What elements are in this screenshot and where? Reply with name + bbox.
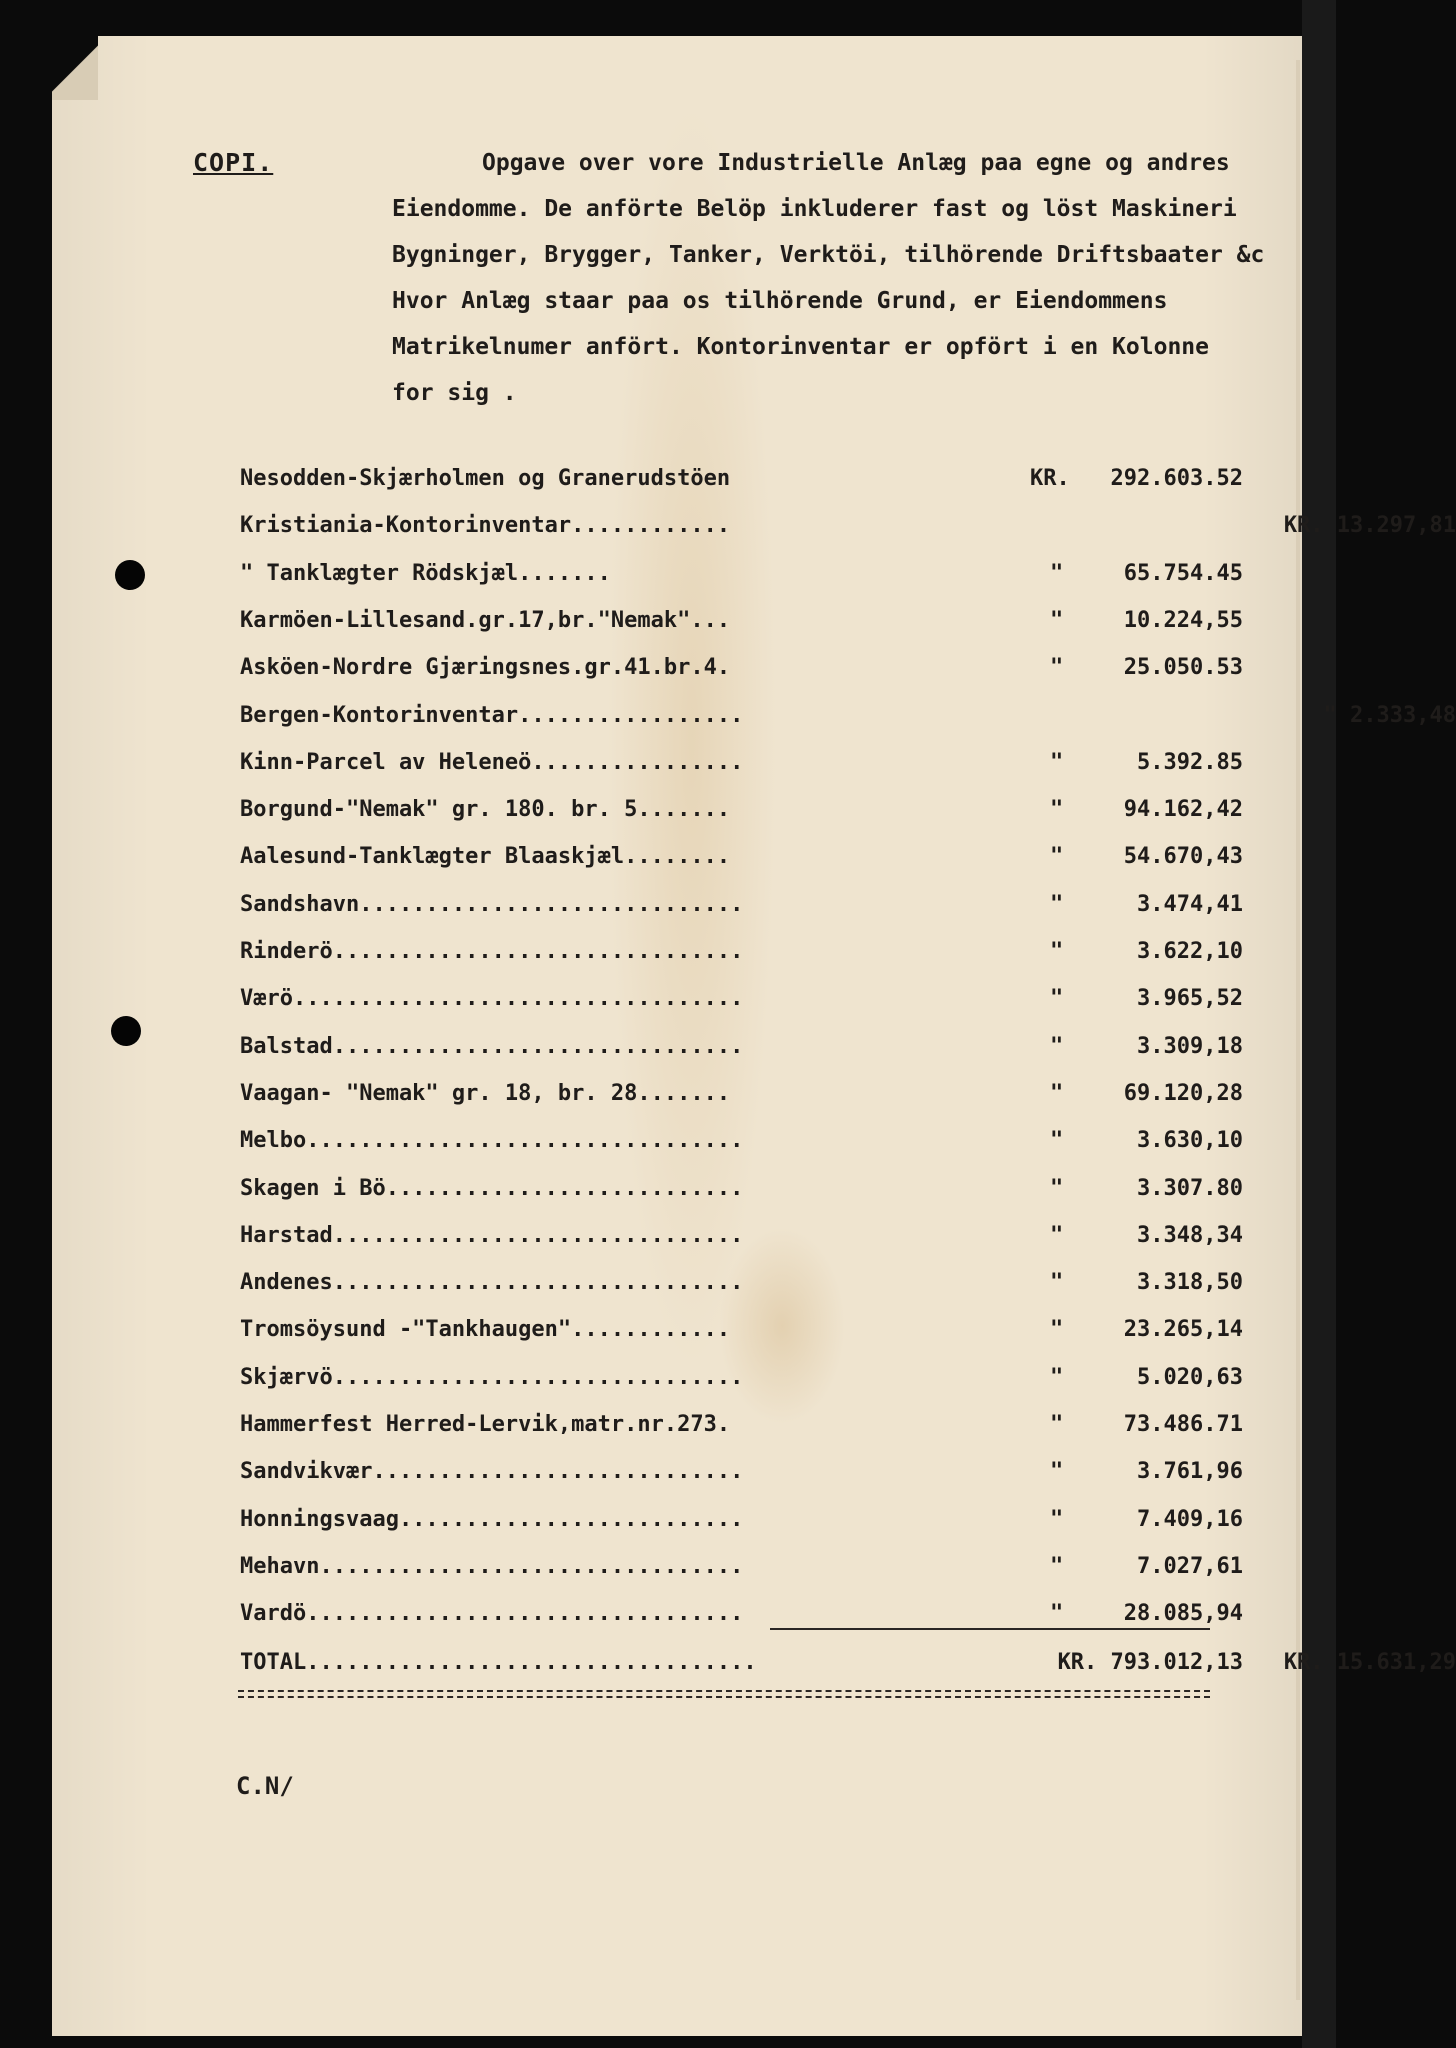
ditto-mark: "	[1050, 892, 1064, 917]
entry-name: Balstad...............................	[240, 1034, 744, 1059]
table-row	[240, 1365, 1243, 1405]
ditto-mark: "	[1050, 1034, 1064, 1059]
table-row	[240, 1554, 1243, 1594]
ditto-mark: "	[1050, 1507, 1064, 1532]
total-amount: KR. 793.012,13	[1057, 1650, 1243, 1675]
ditto-mark: "	[1050, 844, 1064, 869]
ditto-mark: "	[1050, 1365, 1064, 1390]
entry-name: Skjærvö...............................	[240, 1365, 744, 1390]
table-row	[240, 561, 1243, 601]
entry-name: Kinn-Parcel av Heleneö................	[240, 750, 744, 775]
scan-border	[1302, 0, 1336, 2048]
table-row	[240, 1081, 1243, 1121]
table-row	[240, 1270, 1243, 1310]
entry-name: Andenes...............................	[240, 1270, 744, 1295]
entry-amount: 10.224,55	[1123, 608, 1243, 633]
ditto-mark: "	[1050, 655, 1064, 680]
entry-amount: 292.603.52	[1110, 466, 1243, 491]
entry-name: Honningsvaag..........................	[240, 1507, 744, 1532]
table-row	[240, 750, 1243, 790]
ditto-mark: "	[1050, 608, 1064, 633]
table-row	[240, 892, 1243, 932]
office-amount: " 2.333,48	[1323, 703, 1456, 728]
ditto-mark: "	[1050, 1270, 1064, 1295]
ditto-mark: "	[1050, 939, 1064, 964]
entry-name: Skagen i Bö...........................	[240, 1176, 744, 1201]
entry-amount: 73.486.71	[1123, 1412, 1243, 1437]
table-row	[240, 939, 1243, 979]
table-row	[240, 1507, 1243, 1547]
entry-name: Bergen-Kontorinventar.................	[240, 703, 744, 728]
table-row	[240, 466, 1243, 506]
entry-amount: 3.318,50	[1137, 1270, 1243, 1295]
entry-amount: 25.050.53	[1123, 655, 1243, 680]
entry-name: Sandshavn.............................	[240, 892, 744, 917]
table-row	[240, 703, 1456, 743]
total-office-amount: KR. 15.631,29	[1283, 1650, 1456, 1675]
entry-amount: 7.409,16	[1137, 1507, 1243, 1532]
total-label: TOTAL..................................	[240, 1650, 757, 1675]
intro-line: Opgave over vore Industrielle Anlæg paa egne og andres	[482, 150, 1230, 176]
ditto-mark: "	[1050, 1317, 1064, 1342]
entry-amount: 5.392.85	[1137, 750, 1243, 775]
ditto-mark: "	[1050, 1601, 1064, 1626]
entry-amount: 3.965,52	[1137, 986, 1243, 1011]
entry-name: Værö..................................	[240, 986, 744, 1011]
total-row	[240, 1650, 1456, 1690]
entry-name: Aalesund-Tanklægter Blaaskjæl........	[240, 844, 731, 869]
table-row	[240, 1459, 1243, 1499]
entry-name: Borgund-"Nemak" gr. 180. br. 5.......	[240, 797, 731, 822]
entry-amount: 94.162,42	[1123, 797, 1243, 822]
table-row	[240, 797, 1243, 837]
entry-name: Tromsöysund -"Tankhaugen"............	[240, 1317, 731, 1342]
ditto-mark: "	[1050, 561, 1064, 586]
ditto-mark: "	[1050, 1223, 1064, 1248]
signature-initials: C.N/	[236, 1772, 294, 1800]
entry-name: " Tanklægter Rödskjæl.......	[240, 561, 611, 586]
intro-line: Matrikelnumer anfört. Kontorinventar er opfört i en Kolonne	[392, 334, 1209, 360]
ditto-mark: "	[1050, 750, 1064, 775]
ditto-mark: "	[1050, 1128, 1064, 1153]
office-amount: KR. 13.297,81	[1283, 513, 1456, 538]
folded-corner	[52, 36, 98, 100]
ditto-mark: "	[1050, 1554, 1064, 1579]
table-row	[240, 1317, 1243, 1357]
entry-amount: 65.754.45	[1123, 561, 1243, 586]
copy-label: COPI.	[193, 148, 274, 177]
entry-name: Sandvikvær............................	[240, 1459, 744, 1484]
intro-line: Bygninger, Brygger, Tanker, Verktöi, tilhörende Driftsbaater &c	[392, 242, 1265, 268]
ditto-mark: "	[1050, 1412, 1064, 1437]
ditto-mark: "	[1050, 986, 1064, 1011]
entry-amount: 3.622,10	[1137, 939, 1243, 964]
entry-amount: 54.670,43	[1123, 844, 1243, 869]
table-row	[240, 513, 1456, 553]
entry-amount: 5.020,63	[1137, 1365, 1243, 1390]
ditto-mark: "	[1050, 1081, 1064, 1106]
page-edge	[1296, 60, 1300, 2000]
table-row	[240, 986, 1243, 1026]
punch-hole	[115, 560, 145, 590]
entry-amount: 3.307.80	[1137, 1176, 1243, 1201]
entry-amount: 3.309,18	[1137, 1034, 1243, 1059]
entry-amount: 3.761,96	[1137, 1459, 1243, 1484]
entry-amount: 3.348,34	[1137, 1223, 1243, 1248]
intro-line: for sig .	[392, 380, 517, 406]
ditto-mark: "	[1050, 797, 1064, 822]
table-row	[240, 844, 1243, 884]
entry-name: Vardö.................................	[240, 1601, 744, 1626]
entry-amount: 3.630,10	[1137, 1128, 1243, 1153]
ditto-mark: KR.	[1030, 466, 1070, 491]
entry-name: Karmöen-Lillesand.gr.17,br."Nemak"...	[240, 608, 731, 633]
entry-name: Rinderö...............................	[240, 939, 744, 964]
entry-amount: 3.474,41	[1137, 892, 1243, 917]
punch-hole	[111, 1016, 141, 1046]
table-row	[240, 655, 1243, 695]
entry-name: Hammerfest Herred-Lervik,matr.nr.273.	[240, 1412, 731, 1437]
entry-name: Vaagan- "Nemak" gr. 18, br. 28.......	[240, 1081, 731, 1106]
double-underline	[238, 1690, 1210, 1698]
sum-rule	[770, 1628, 1210, 1630]
table-row	[240, 1601, 1243, 1641]
entry-name: Asköen-Nordre Gjæringsnes.gr.41.br.4.	[240, 655, 731, 680]
entry-amount: 23.265,14	[1123, 1317, 1243, 1342]
table-row	[240, 1223, 1243, 1263]
entry-name: Mehavn................................	[240, 1554, 744, 1579]
ditto-mark: "	[1050, 1176, 1064, 1201]
table-row	[240, 1034, 1243, 1074]
intro-line: Hvor Anlæg staar paa os tilhörende Grund, er Eiendommens	[392, 288, 1168, 314]
entry-name: Kristiania-Kontorinventar............	[240, 513, 731, 538]
table-row	[240, 1128, 1243, 1168]
ditto-mark: "	[1050, 1459, 1064, 1484]
intro-line: Eiendomme. De anförte Belöp inkluderer fast og löst Maskineri	[392, 196, 1237, 222]
entry-name: Harstad...............................	[240, 1223, 744, 1248]
entry-name: Melbo.................................	[240, 1128, 744, 1153]
table-row	[240, 1176, 1243, 1216]
entry-amount: 69.120,28	[1123, 1081, 1243, 1106]
entry-amount: 28.085,94	[1123, 1601, 1243, 1626]
entry-amount: 7.027,61	[1137, 1554, 1243, 1579]
entry-name: Nesodden-Skjærholmen og Granerudstöen	[240, 466, 731, 491]
table-row	[240, 1412, 1243, 1452]
table-row	[240, 608, 1243, 648]
